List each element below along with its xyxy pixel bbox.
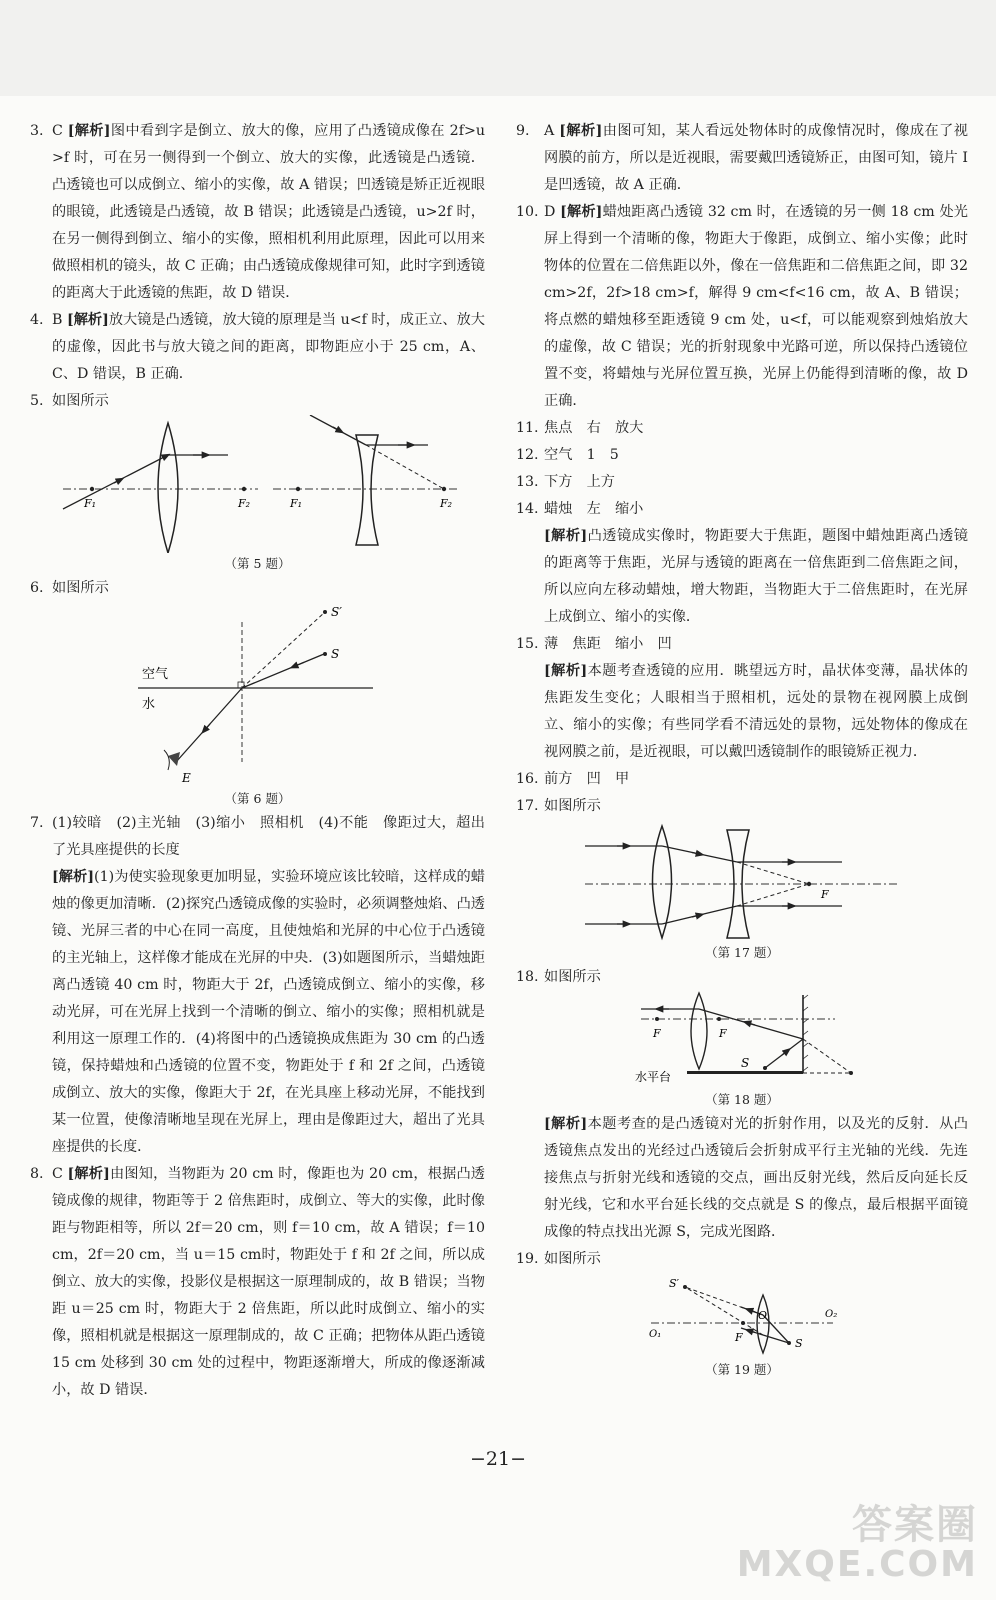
question-17	[516, 793, 968, 820]
figure-17-caption: （第 17 题）	[705, 945, 779, 960]
analysis-text: [解析](1)为使实验现象更加明显，实验环境应该比较暗，这样成的蜡烛的像更加清晰．(2)探究凸透镜成像的实验时，必须调整烛焰、凸透镜、光屏三者的中心在同一高度，且使烛焰和光屏的中心位于凸透镜的主光轴上，这样像才能成在光屏的中央．(3)如题图所示，当蜡烛距离凸透镜 40 cm 时，物距大于 2f，凸透镜成倒立、缩小的实像，移动光屏，可在光屏上找到一个清晰的倒立、缩小的实像；照相机就是利用这一原理工作的．(4)将图中的凸透镜换成焦距为 30 cm 的凸透镜，保持蜡烛和凸透镜的位置不变，物距处于 f 和 2f 之间，凸透镜成倒立、放大的实像，像距大于 2f，在光具座上移动光屏，不能找到某一位置，使像清晰地呈现在光屏上，理由是像距过大，超出了光具座提供的长度．	[52, 869, 485, 1155]
question-9	[516, 118, 968, 199]
question-number: 14.	[516, 501, 539, 517]
question-number: 5.	[30, 393, 44, 409]
answer-text: 如图所示	[52, 580, 109, 596]
focus-label: F	[735, 1331, 743, 1344]
analysis-text: [解析]凸透镜成实像时，物距要大于焦距，题图中蜡烛距离凸透镜的距离等于焦距，光屏与透镜的距离在一倍焦距到二倍焦距之间，所以应向左移动蜡烛，增大物距，当物距大于二倍焦距时，在光屏上成倒立、缩小的实像．	[544, 528, 968, 625]
question-4	[30, 307, 485, 388]
question-16	[516, 766, 968, 793]
question-18	[516, 964, 968, 991]
question-number: 7.	[30, 815, 44, 831]
question-number: 18.	[516, 969, 539, 985]
figure-19-caption: （第 19 题）	[705, 1362, 779, 1377]
question-5	[30, 388, 485, 415]
answer-text: 薄 焦距 缩小 凹	[544, 636, 672, 652]
question-6	[30, 575, 485, 602]
focus-label: F	[821, 888, 829, 901]
question-number: 15.	[516, 636, 539, 652]
answer-text: C [解析]图中看到字是倒立、放大的像，应用了凸透镜成像在 2f>u>f 时，可在另一侧得到一个倒立、放大的实像，此透镜是凸透镜．凸透镜也可以成倒立、缩小的实像，故 A 错误；凹透镜是矫正近视眼的眼镜，此透镜是凸透镜，故 B 错误；此透镜是凸透镜，u>2f 时，在另一侧得到倒立、缩小的实像，照相机利用此原理，因此可以用来做照相机的镜头，故 C 正确；由凸透镜成像规律可知，此时字到透镜的距离大于此透镜的焦距，故 D 错误．	[52, 123, 485, 301]
question-number: 19.	[516, 1251, 539, 1267]
question-12	[516, 442, 968, 469]
question-3	[30, 118, 485, 307]
analysis-text: [解析]本题考查的是凸透镜对光的折射作用，以及光的反射．从凸透镜焦点发出的光经过凸透镜后会折射成平行主光轴的光线．先连接焦点与折射光线和透镜的交点，画出反射光线，然后反向延长反射光线，它和水平台延长线的交点就是 S 的像点，最后根据平面镜成像的特点找出光源 S，完成光图路．	[544, 1116, 968, 1240]
question-7	[30, 810, 485, 864]
question-number: 11.	[516, 420, 539, 436]
figure-5-lens-diagram	[48, 415, 468, 553]
source-label: S	[330, 647, 339, 661]
question-8	[30, 1161, 485, 1404]
top-band	[0, 0, 996, 96]
answer-text: D [解析]蜡烛距离凸透镜 32 cm 时，在透镜的另一侧 18 cm 处光屏上得到一个清晰的像，物距大于像距，成倒立、缩小实像；此时物体的位置在二倍焦距以外，像在一倍焦距和二倍焦距之间，即 32 cm>2f，2f>18 cm>f，解得 9 cm<f<16 cm，故 A、B 错误；将点燃的蜡烛移至距透镜 9 cm 处，u<f，可以能观察到烛焰放大的虚像，故 C 错误；光的折射现象中光路可逆，所以保持凸透镜位置不变，将蜡烛与光屏位置互换，光屏上仍能得到清晰的像，故 D 正确．	[544, 204, 968, 409]
image-label: S′	[330, 605, 342, 619]
eye-label: E	[181, 771, 191, 785]
question-15	[516, 631, 968, 658]
question-11	[516, 415, 968, 442]
air-label: 空气	[141, 667, 168, 682]
question-number: 16.	[516, 771, 539, 787]
answer-text: 如图所示	[544, 798, 601, 814]
focus-label: F	[653, 1027, 661, 1040]
axis-label: O₁	[649, 1329, 662, 1340]
question-19	[516, 1246, 968, 1273]
axis-label: O₂	[825, 1309, 838, 1320]
figure-17-lens-diagram	[577, 820, 907, 942]
question-number: 12.	[516, 447, 539, 463]
answer-text: 焦点 右 放大	[544, 420, 644, 436]
focus-label: F	[719, 1027, 727, 1040]
question-10	[516, 199, 968, 415]
answer-text: 如图所示	[544, 969, 601, 985]
answer-text: C [解析]由图知，当物距为 20 cm 时，像距也为 20 cm，根据凸透镜成像的规律，物距等于 2 倍焦距时，成倒立、等大的实像，此时像距与物距相等，所以 2f＝20 cm，则 f＝10 cm，故 A 错误；f＝10 cm，2f＝20 cm，当 u＝15 cm时，物距处于 f 和 2f 之间，所以成倒立、放大的实像，投影仪是根据这一原理制成的，故 B 错误；当物距 u＝25 cm 时，物距大于 2 倍焦距，所以此时成倒立、缩小的实像，照相机就是根据这一原理制成的，故 C 正确；把物体从距凸透镜 15 cm 处移到 30 cm 处的过程中，物距逐渐增大，所成的像逐渐减小，故 D 错误．	[52, 1166, 485, 1398]
answer-text: A [解析]由图可知，某人看远处物体时的成像情况时，像成在了视网膜的前方，所以是近视眼，需要戴凹透镜矫正，由图可知，镜片 Ⅰ 是凹透镜，故 A 正确．	[544, 123, 968, 193]
figure-5-caption: （第 5 题）	[224, 556, 291, 571]
question-number: 6.	[30, 580, 44, 596]
question-number: 13.	[516, 474, 539, 490]
platform-label: 水平台	[635, 1070, 672, 1084]
answer-text: 如图所示	[544, 1251, 601, 1267]
focus-label: F₁	[289, 497, 302, 510]
focus-label: F₂	[439, 497, 452, 510]
figure-6-caption: （第 6 题）	[224, 791, 291, 806]
answer-text: 前方 凹 甲	[544, 771, 630, 787]
optical-center-label: O	[758, 1309, 768, 1322]
analysis-text: [解析]本题考查透镜的应用．眺望远方时，晶状体变薄，晶状体的焦距发生变化；人眼相当于照相机，远处的景物在视网膜上成倒立、缩小的实像；有些同学看不清远处的景物，远处物体的像成在视网膜之前，是近视眼，可以戴凹透镜制作的眼镜矫正视力．	[544, 663, 968, 760]
question-13	[516, 469, 968, 496]
question-number: 4.	[30, 312, 44, 328]
answer-text: 下方 上方	[544, 474, 615, 490]
answer-text: 如图所示	[52, 393, 109, 409]
watermark: 答案圈 MXQE.COM	[736, 1502, 978, 1585]
question-number: 17.	[516, 798, 539, 814]
question-number: 10.	[516, 204, 539, 220]
answer-text: 蜡烛 左 缩小	[544, 501, 644, 517]
figure-18-caption: （第 18 题）	[705, 1092, 779, 1107]
figure-18-lens-mirror-diagram	[627, 991, 857, 1089]
focus-label: F₂	[237, 497, 250, 510]
focus-label: F₁	[83, 497, 96, 510]
question-14	[516, 496, 968, 523]
answer-text: B [解析]放大镜是凸透镜，放大镜的原理是当 u<f 时，成正立、放大的虚像，因此书与放大镜之间的距离，即物距应小于 25 cm，A、C、D 错误，B 正确．	[52, 312, 485, 382]
figure-19-lens-diagram	[637, 1273, 847, 1359]
question-number: 3.	[30, 123, 44, 139]
source-label: S	[741, 1056, 750, 1070]
question-number: 8.	[30, 1166, 44, 1182]
answer-text: (1)较暗 (2)主光轴 (3)缩小 照相机 (4)不能 像距过大，超出了光具座提供的长度	[52, 815, 485, 858]
question-number: 9.	[516, 123, 530, 139]
image-label: S′	[669, 1277, 680, 1290]
left-column	[30, 118, 485, 1404]
water-label: 水	[141, 697, 155, 712]
answer-text: 空气 1 5	[544, 447, 619, 463]
figure-6-refraction-diagram	[128, 602, 388, 788]
page-number: −21−	[469, 1448, 527, 1470]
source-label: S	[795, 1337, 803, 1350]
right-column	[516, 118, 968, 1381]
